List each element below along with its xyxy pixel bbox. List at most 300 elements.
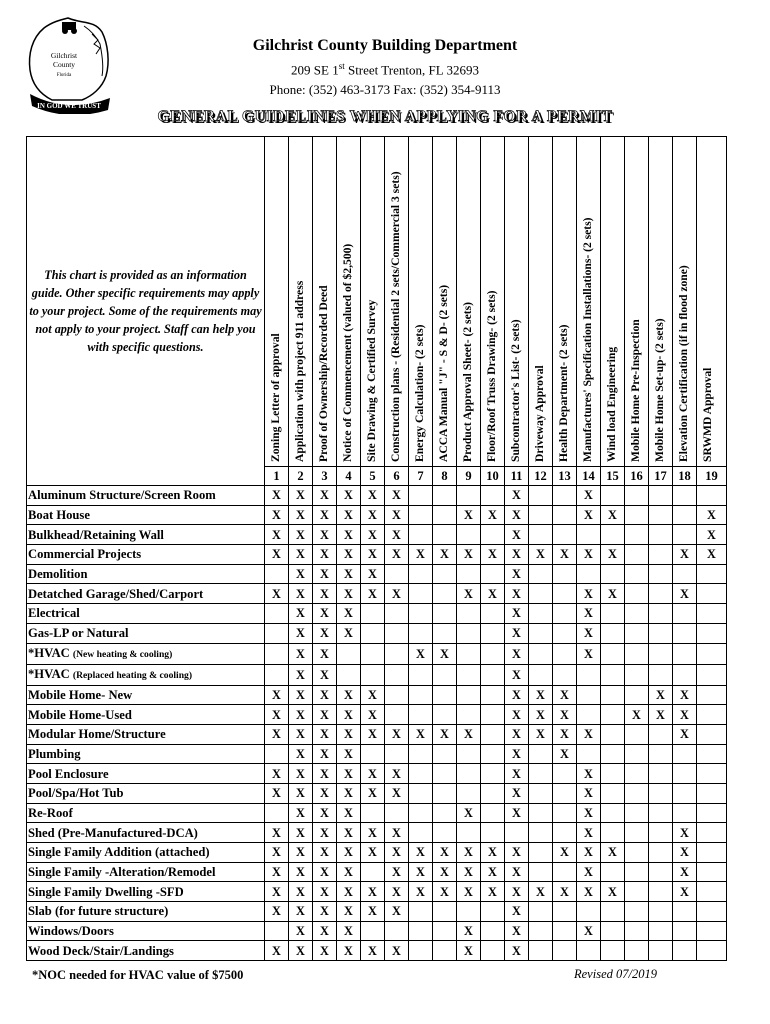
requirement-cell <box>601 783 625 803</box>
requirement-cell <box>697 783 727 803</box>
requirement-cell <box>625 724 649 744</box>
requirement-cell <box>601 643 625 664</box>
requirement-cell: X <box>361 545 385 565</box>
requirement-cell: X <box>337 525 361 545</box>
requirement-cell: X <box>577 584 601 604</box>
svg-text:Gilchrist: Gilchrist <box>50 51 78 60</box>
requirement-cell <box>625 643 649 664</box>
requirement-cell <box>601 486 625 506</box>
requirement-cell <box>625 843 649 863</box>
requirement-cell <box>409 902 433 922</box>
requirement-cell <box>409 764 433 784</box>
requirement-cell: X <box>385 902 409 922</box>
requirement-cell: X <box>361 843 385 863</box>
requirement-cell: X <box>409 643 433 664</box>
permit-type-name: Single Family Addition (attached) <box>28 845 210 860</box>
requirement-cell <box>265 643 289 664</box>
requirement-cell: X <box>289 643 313 664</box>
requirement-cell: X <box>265 584 289 604</box>
requirement-cell: X <box>673 843 697 863</box>
requirement-cell <box>649 505 673 525</box>
requirement-cell: X <box>553 705 577 725</box>
requirement-cell <box>361 862 385 882</box>
requirement-cell <box>601 862 625 882</box>
column-label: Proof of Ownership/Recorded Deed <box>317 285 330 462</box>
requirement-cell <box>697 705 727 725</box>
column-number: 2 <box>289 467 313 486</box>
requirement-cell: X <box>337 843 361 863</box>
requirement-cell: X <box>313 862 337 882</box>
table-row <box>27 843 727 863</box>
requirement-cell: X <box>337 823 361 843</box>
requirement-cell: X <box>265 941 289 961</box>
requirement-cell: X <box>601 882 625 902</box>
column-label: ACCA Manual "J" - S & D- (2 sets) <box>437 284 450 462</box>
requirement-cell <box>697 724 727 744</box>
column-header-4 <box>337 137 361 467</box>
requirement-cell <box>697 882 727 902</box>
requirement-cell: X <box>673 862 697 882</box>
requirement-cell <box>265 921 289 941</box>
requirement-cell <box>649 882 673 902</box>
requirement-cell: X <box>337 803 361 823</box>
requirement-cell <box>649 744 673 764</box>
permit-type-label <box>27 486 265 506</box>
permit-type-name: Aluminum Structure/Screen Room <box>28 488 216 503</box>
table-row <box>27 486 727 506</box>
requirement-cell <box>409 486 433 506</box>
requirement-cell <box>553 486 577 506</box>
requirement-cell: X <box>337 941 361 961</box>
column-label: Mobile Home Set-up- (2 sets) <box>653 318 666 462</box>
table-row <box>27 724 727 744</box>
requirement-cell <box>649 643 673 664</box>
column-label: Energy Calculation- (2 sets) <box>413 324 426 462</box>
requirement-cell: X <box>385 764 409 784</box>
requirement-cell <box>337 643 361 664</box>
requirement-cell <box>553 803 577 823</box>
requirement-cell: X <box>313 843 337 863</box>
requirement-cell: X <box>289 843 313 863</box>
requirement-cell <box>385 921 409 941</box>
requirement-cell: X <box>505 623 529 643</box>
requirement-cell <box>529 505 553 525</box>
requirement-cell: X <box>313 921 337 941</box>
column-number: 3 <box>313 467 337 486</box>
column-number: 16 <box>625 467 649 486</box>
requirement-cell: X <box>337 545 361 565</box>
permit-type-label <box>27 505 265 525</box>
requirement-cell <box>697 564 727 584</box>
requirement-cell: X <box>337 783 361 803</box>
requirement-cell: X <box>361 525 385 545</box>
requirement-cell <box>529 664 553 685</box>
requirement-cell <box>601 604 625 624</box>
requirement-cell <box>625 783 649 803</box>
permit-type-label <box>27 764 265 784</box>
requirement-cell <box>673 486 697 506</box>
column-header-11 <box>505 137 529 467</box>
requirement-cell <box>625 505 649 525</box>
table-row <box>27 764 727 784</box>
requirement-cell: X <box>433 862 457 882</box>
requirement-cell: X <box>673 584 697 604</box>
requirement-cell: X <box>481 584 505 604</box>
requirement-cell <box>697 803 727 823</box>
requirement-cell <box>529 643 553 664</box>
requirement-cell: X <box>505 843 529 863</box>
column-label: Application with project 911 address <box>293 280 306 462</box>
column-number: 7 <box>409 467 433 486</box>
requirement-cell <box>601 764 625 784</box>
requirement-cell <box>361 643 385 664</box>
table-row <box>27 941 727 961</box>
permit-type-label <box>27 584 265 604</box>
column-label: Health Department- (2 sets) <box>557 324 570 462</box>
requirement-cell: X <box>505 803 529 823</box>
requirement-cell <box>697 941 727 961</box>
requirement-cell: X <box>385 843 409 863</box>
column-number: 11 <box>505 467 529 486</box>
requirement-cell: X <box>313 902 337 922</box>
requirement-cell <box>601 823 625 843</box>
requirement-cell: X <box>289 724 313 744</box>
requirement-cell: X <box>577 604 601 624</box>
requirement-cell: X <box>673 545 697 565</box>
requirement-cell <box>529 623 553 643</box>
requirement-cell <box>433 486 457 506</box>
requirement-cell: X <box>361 783 385 803</box>
requirement-cell: X <box>289 564 313 584</box>
requirement-cell <box>433 783 457 803</box>
requirement-cell <box>649 902 673 922</box>
requirement-cell <box>673 505 697 525</box>
requirement-cell: X <box>289 882 313 902</box>
permit-type-name: Windows/Doors <box>28 924 114 939</box>
requirement-cell: X <box>601 584 625 604</box>
requirement-cell <box>481 744 505 764</box>
permit-type-name: Modular Home/Structure <box>28 727 166 742</box>
requirement-cell: X <box>337 921 361 941</box>
requirement-cell <box>601 744 625 764</box>
requirement-cell <box>601 525 625 545</box>
requirement-cell <box>553 564 577 584</box>
requirement-cell <box>433 564 457 584</box>
requirement-cell: X <box>601 505 625 525</box>
requirement-cell <box>697 604 727 624</box>
requirement-cell <box>529 525 553 545</box>
requirement-cell <box>385 643 409 664</box>
requirement-cell: X <box>505 783 529 803</box>
requirement-cell <box>649 803 673 823</box>
requirement-cell <box>601 921 625 941</box>
requirement-cell <box>697 664 727 685</box>
requirement-cell: X <box>457 941 481 961</box>
column-number: 17 <box>649 467 673 486</box>
requirement-cell <box>673 643 697 664</box>
column-header-7 <box>409 137 433 467</box>
requirement-cell <box>409 584 433 604</box>
requirement-cell <box>625 941 649 961</box>
permit-type-name: Plumbing <box>28 746 81 761</box>
requirement-cell: X <box>385 862 409 882</box>
requirement-cell: X <box>265 783 289 803</box>
requirement-cell <box>625 664 649 685</box>
requirement-cell <box>361 921 385 941</box>
requirement-cell <box>409 604 433 624</box>
department-address: 209 SE 1st Street Trenton, FL 32693 <box>291 61 479 78</box>
requirement-cell: X <box>313 623 337 643</box>
requirement-cell: X <box>337 604 361 624</box>
requirement-cell: X <box>649 705 673 725</box>
requirement-cell: X <box>265 823 289 843</box>
requirement-cell: X <box>289 685 313 705</box>
requirement-cell <box>673 921 697 941</box>
requirement-cell: X <box>361 505 385 525</box>
column-label: Notice of Commencement (valued of $2,500) <box>341 243 354 462</box>
requirement-cell <box>673 941 697 961</box>
requirement-cell: X <box>673 882 697 902</box>
requirement-cell: X <box>505 584 529 604</box>
requirement-cell <box>673 783 697 803</box>
requirement-cell: X <box>505 705 529 725</box>
requirement-cell <box>409 664 433 685</box>
requirement-cell: X <box>505 505 529 525</box>
column-number: 5 <box>361 467 385 486</box>
requirement-cell <box>433 604 457 624</box>
column-number: 19 <box>697 467 727 486</box>
requirement-cell: X <box>289 921 313 941</box>
requirement-cell: X <box>409 862 433 882</box>
requirement-cell: X <box>553 685 577 705</box>
requirement-cell: X <box>361 724 385 744</box>
requirement-cell: X <box>337 764 361 784</box>
requirement-cell: X <box>265 843 289 863</box>
column-header-10 <box>481 137 505 467</box>
table-row <box>27 545 727 565</box>
requirement-cell: X <box>313 705 337 725</box>
column-label: SRWMD Approval <box>701 367 714 462</box>
requirement-cell: X <box>385 724 409 744</box>
requirement-cell <box>481 604 505 624</box>
requirement-cell: X <box>289 604 313 624</box>
requirement-cell <box>673 744 697 764</box>
requirement-cell <box>577 941 601 961</box>
requirement-cell: X <box>505 921 529 941</box>
requirement-cell <box>265 664 289 685</box>
requirement-cell: X <box>265 862 289 882</box>
requirement-cell <box>457 764 481 784</box>
requirement-cell: X <box>289 764 313 784</box>
requirement-cell: X <box>481 505 505 525</box>
table-row <box>27 604 727 624</box>
requirement-cell: X <box>409 724 433 744</box>
table-row <box>27 862 727 882</box>
requirement-cell <box>673 764 697 784</box>
requirement-cell <box>457 902 481 922</box>
requirement-cell: X <box>481 843 505 863</box>
requirement-cell: X <box>265 545 289 565</box>
requirement-cell: X <box>385 823 409 843</box>
requirement-cell: X <box>529 882 553 902</box>
requirement-cell: X <box>409 545 433 565</box>
requirement-cell: X <box>265 505 289 525</box>
permit-type-name: Bulkhead/Retaining Wall <box>28 527 164 542</box>
permit-type-label <box>27 525 265 545</box>
requirement-cell <box>481 643 505 664</box>
requirement-cell: X <box>505 724 529 744</box>
permit-type-label <box>27 705 265 725</box>
requirement-cell <box>625 902 649 922</box>
requirement-cell: X <box>505 525 529 545</box>
requirement-cell: X <box>385 545 409 565</box>
requirement-cell: X <box>289 941 313 961</box>
requirement-cell <box>361 623 385 643</box>
permit-type-label <box>27 921 265 941</box>
requirement-cell <box>481 486 505 506</box>
requirement-cell <box>625 803 649 823</box>
column-label: Floor/Roof Truss Drawing- (2 sets) <box>485 290 498 462</box>
permit-type-name: Demolition <box>28 567 88 582</box>
requirement-cell <box>361 604 385 624</box>
column-header-1 <box>265 137 289 467</box>
department-title: Gilchrist County Building Department <box>252 37 518 54</box>
requirement-cell <box>481 941 505 961</box>
requirement-cell <box>457 705 481 725</box>
requirement-cell <box>577 664 601 685</box>
requirement-cell: X <box>385 584 409 604</box>
requirement-cell: X <box>265 724 289 744</box>
requirement-cell: X <box>505 664 529 685</box>
requirement-cell <box>625 744 649 764</box>
requirement-cell <box>529 486 553 506</box>
requirement-cell <box>385 564 409 584</box>
hvac-footnote: *NOC needed for HVAC value of $7500 <box>32 968 244 982</box>
requirement-cell: X <box>577 545 601 565</box>
requirement-cell: X <box>337 902 361 922</box>
requirement-cell <box>529 564 553 584</box>
requirement-cell: X <box>649 685 673 705</box>
requirement-cell: X <box>289 525 313 545</box>
requirement-cell: X <box>505 545 529 565</box>
permit-requirements-table <box>26 136 727 961</box>
guidelines-title: GENERAL GUIDELINES WHEN APPLYING FOR A PERMIT <box>157 108 613 125</box>
requirement-cell <box>625 584 649 604</box>
column-header-18 <box>673 137 697 467</box>
requirement-cell <box>529 941 553 961</box>
requirement-cell: X <box>577 862 601 882</box>
requirement-cell: X <box>457 803 481 823</box>
requirement-cell: X <box>361 902 385 922</box>
permit-type-qualifier: (Replaced heating & cooling) <box>72 669 193 681</box>
table-row <box>27 744 727 764</box>
requirement-cell <box>625 486 649 506</box>
requirement-cell: X <box>337 623 361 643</box>
requirement-cell <box>529 744 553 764</box>
requirement-cell: X <box>337 486 361 506</box>
requirement-cell: X <box>313 941 337 961</box>
requirement-cell <box>457 823 481 843</box>
requirement-cell <box>625 564 649 584</box>
column-number: 4 <box>337 467 361 486</box>
requirement-cell <box>625 921 649 941</box>
requirement-cell <box>553 584 577 604</box>
requirement-cell: X <box>385 882 409 902</box>
requirement-cell <box>433 823 457 843</box>
requirement-cell: X <box>577 486 601 506</box>
requirement-cell <box>697 921 727 941</box>
requirement-cell <box>433 744 457 764</box>
requirement-cell: X <box>313 564 337 584</box>
permit-type-label <box>27 882 265 902</box>
column-header-13 <box>553 137 577 467</box>
requirement-cell <box>601 623 625 643</box>
permit-type-label <box>27 604 265 624</box>
requirement-cell <box>529 862 553 882</box>
requirement-cell <box>409 803 433 823</box>
requirement-cell: X <box>601 545 625 565</box>
column-label: Mobile Home Pre-Inspection <box>629 319 642 462</box>
requirement-cell: X <box>673 823 697 843</box>
requirement-cell <box>385 705 409 725</box>
requirement-cell: X <box>601 843 625 863</box>
requirement-cell <box>649 783 673 803</box>
requirement-cell: X <box>289 486 313 506</box>
requirement-cell: X <box>385 525 409 545</box>
requirement-cell: X <box>313 643 337 664</box>
requirement-cell <box>505 823 529 843</box>
requirement-cell <box>265 623 289 643</box>
table-row <box>27 525 727 545</box>
requirement-cell: X <box>553 843 577 863</box>
requirement-cell: X <box>289 705 313 725</box>
requirement-cell <box>625 764 649 784</box>
requirement-cell <box>601 685 625 705</box>
column-header-9 <box>457 137 481 467</box>
column-number: 8 <box>433 467 457 486</box>
requirement-cell: X <box>457 505 481 525</box>
column-header-12 <box>529 137 553 467</box>
department-header <box>180 36 590 100</box>
requirement-cell: X <box>313 724 337 744</box>
permit-type-label <box>27 862 265 882</box>
requirement-cell <box>457 604 481 624</box>
requirement-cell: X <box>313 664 337 685</box>
table-row <box>27 783 727 803</box>
column-header-17 <box>649 137 673 467</box>
permit-type-name: Boat House <box>28 508 90 523</box>
requirement-cell <box>385 744 409 764</box>
requirement-cell: X <box>337 705 361 725</box>
column-header-5 <box>361 137 385 467</box>
requirement-cell <box>529 584 553 604</box>
requirement-cell: X <box>313 525 337 545</box>
requirement-cell: X <box>361 486 385 506</box>
column-label: Site Drawing & Certified Survey <box>365 299 378 462</box>
permit-type-name: Single Family Dwelling -SFD <box>28 884 184 899</box>
permit-type-name: Gas-LP or Natural <box>28 626 129 641</box>
permit-type-name: Slab (for future structure) <box>28 904 169 919</box>
permit-type-label <box>27 843 265 863</box>
requirement-cell <box>433 664 457 685</box>
requirement-cell <box>433 902 457 922</box>
column-label: Subcontractor's List- (2 sets) <box>509 319 522 462</box>
requirement-cell: X <box>577 764 601 784</box>
requirement-cell <box>457 643 481 664</box>
permit-type-label <box>27 643 265 664</box>
requirement-cell <box>697 843 727 863</box>
requirement-cell <box>697 862 727 882</box>
